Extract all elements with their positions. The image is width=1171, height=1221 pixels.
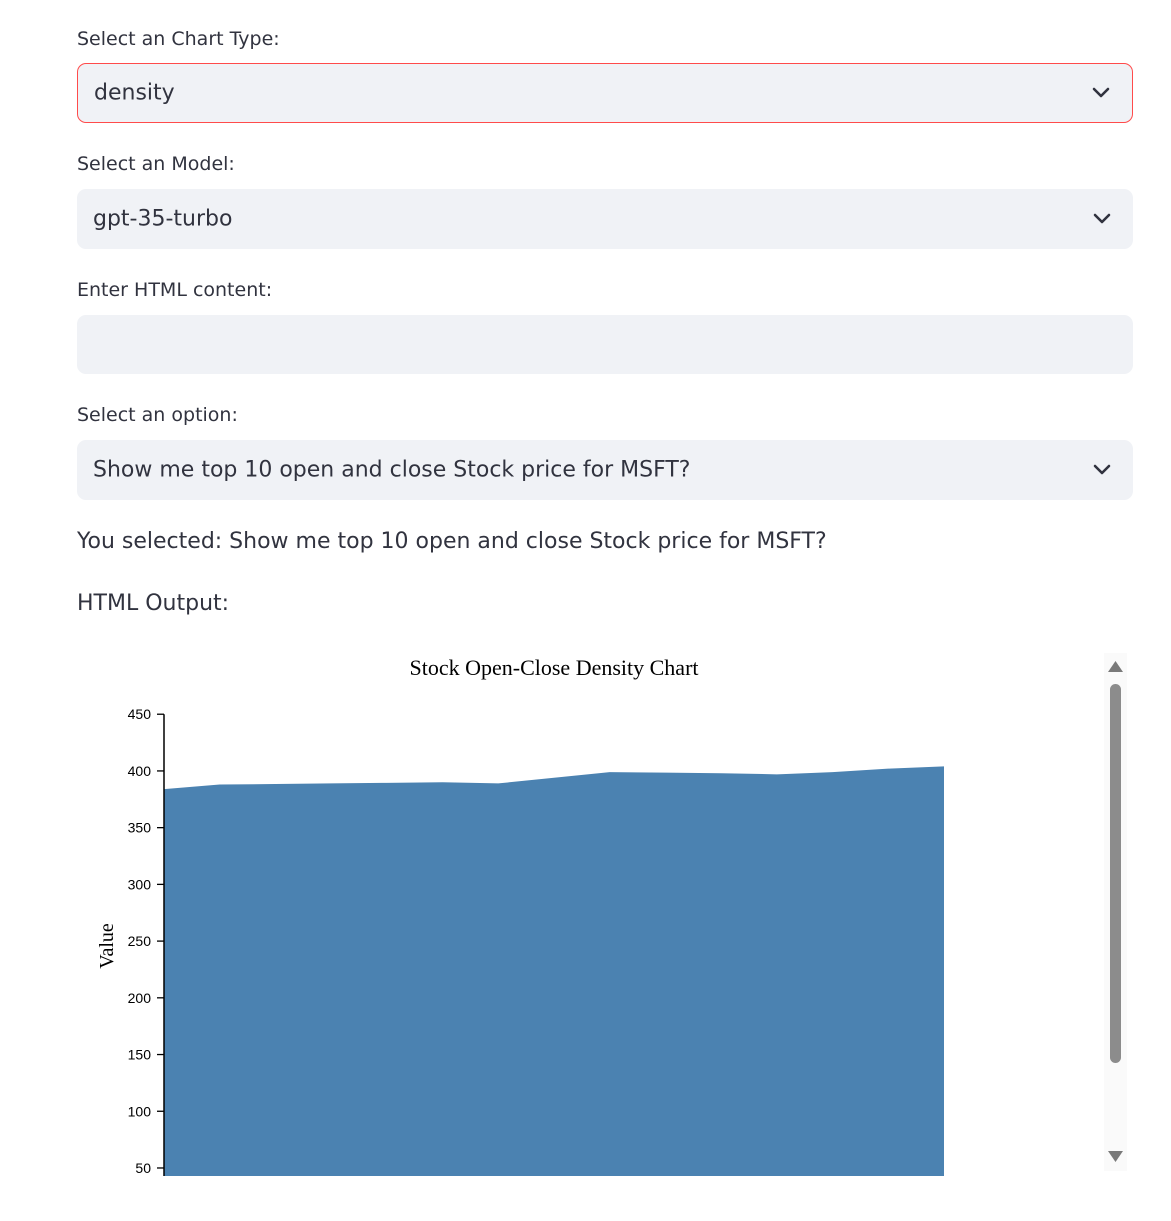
scroll-down-icon[interactable] [1108,1151,1123,1162]
chevron-down-icon [1093,464,1111,476]
scroll-thumb[interactable] [1110,684,1121,1063]
html-content-label: Enter HTML content: [77,279,273,301]
y-tick-label: 150 [127,1046,151,1063]
chart-type-select[interactable] [77,63,1133,123]
density-chart [77,646,1133,1176]
y-tick-label: 100 [127,1103,151,1120]
y-axis-label: Value [96,923,118,969]
output-scrollbar[interactable] [1104,653,1127,1171]
y-tick-label: 50 [135,1159,151,1176]
y-tick-label: 350 [127,819,151,836]
selection-text: You selected: Show me top 10 open and close Stock price for MSFT? [77,529,827,554]
chart-title: Stock Open-Close Density Chart [409,655,699,680]
y-tick-label: 450 [127,706,151,723]
y-tick-label: 400 [127,762,151,779]
y-tick-label: 250 [127,933,151,950]
chart-type-value: density [94,80,175,106]
option-value: Show me top 10 open and close Stock price for MSFT? [93,457,691,483]
scroll-up-icon[interactable] [1108,661,1123,672]
option-label: Select an option: [77,404,238,426]
y-axis-ticks [128,706,164,1176]
chart-type-label: Select an Chart Type: [77,28,280,50]
model-select[interactable] [77,189,1133,249]
density-area [164,766,944,1176]
chevron-down-icon [1092,87,1110,99]
model-value: gpt-35-turbo [93,206,233,232]
html-content-input[interactable] [77,315,1133,374]
y-tick-label: 300 [127,876,151,893]
output-label: HTML Output: [77,591,230,616]
model-label: Select an Model: [77,153,235,175]
option-select[interactable] [77,440,1133,500]
y-tick-label: 200 [127,989,151,1006]
html-output-frame [77,646,1133,1176]
chevron-down-icon [1093,213,1111,225]
